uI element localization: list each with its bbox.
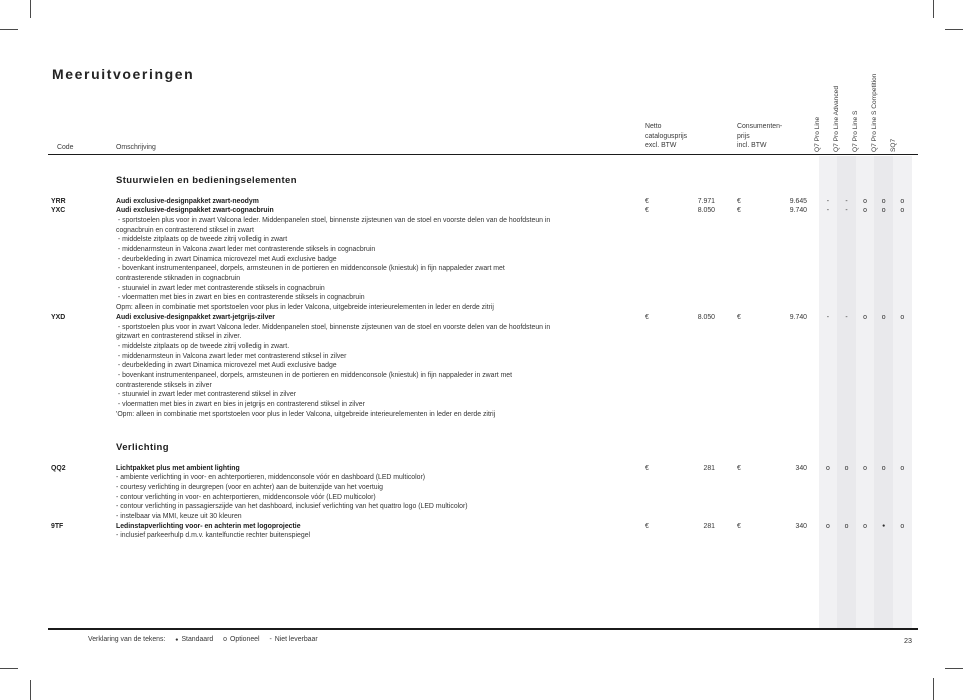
option-detail-text: - vloermatten met bies in zwart en bies en contrasterende stiksels in cognacbruin xyxy=(116,294,365,302)
option-detail-text: - middenarmsteun in Valcona zwart leder met contrasterende stiksels in cognacbruin xyxy=(116,246,376,254)
option-detail-text: cognacbruin en contrasterend stiksel in zwart xyxy=(116,226,254,234)
euro-sign: € xyxy=(645,522,649,530)
option-detail-row xyxy=(0,293,965,303)
option-detail-row xyxy=(0,381,965,391)
crop-mark-bottom-left-v xyxy=(30,680,31,700)
option-code: QQ2 xyxy=(51,464,66,472)
crop-mark-bottom-right-v xyxy=(933,678,934,700)
availability-mark: o xyxy=(825,464,830,472)
availability-mark: o xyxy=(881,197,886,205)
option-detail-row xyxy=(0,226,965,236)
option-detail-row xyxy=(0,245,965,255)
column-header-consumenten-line2: prijs xyxy=(737,132,750,140)
column-header-netto-prijs xyxy=(645,122,687,151)
option-detail-text: contrasterende stiksels in zilver xyxy=(116,381,212,389)
netto-price xyxy=(645,313,715,323)
netto-price-value: 7.971 xyxy=(697,197,715,205)
column-header-omschrijving: Omschrijving xyxy=(116,144,156,151)
optioneel-o-icon: o xyxy=(223,636,228,643)
euro-sign: € xyxy=(645,313,649,321)
option-detail-row xyxy=(0,284,965,294)
section-rows xyxy=(0,197,965,420)
availability-mark: o xyxy=(881,464,886,472)
euro-sign: € xyxy=(645,207,649,215)
option-detail-text: - contour verlichting in voor- en achterportieren, middenconsole vóór (LED multicolor) xyxy=(116,493,376,501)
option-detail-text: gitzwart en contrasterend stiksel in zilver. xyxy=(116,333,242,341)
availability-mark: o xyxy=(844,522,849,530)
option-detail-row xyxy=(0,352,965,362)
availability-mark: - xyxy=(826,207,830,215)
crop-mark-bottom-right-h xyxy=(945,668,963,669)
option-detail-text: - contour verlichting in passagierszijde van het dashboard, inclusief verlichting van het quattro logo (LED multicolor) xyxy=(116,503,468,511)
option-row xyxy=(0,464,965,474)
option-detail-row xyxy=(0,483,965,493)
column-header-consumentenprijs xyxy=(737,122,782,151)
option-detail-text: - ambiente verlichting in voor- en achterportieren, middenconsole vóór en dashboard (LED multicolor) xyxy=(116,474,426,482)
option-row xyxy=(0,522,965,532)
legend-label: Verklaring van de tekens: xyxy=(88,636,166,643)
euro-sign: € xyxy=(737,207,741,215)
option-code: YXD xyxy=(51,313,66,321)
availability-mark: o xyxy=(863,464,868,472)
option-detail-row xyxy=(0,342,965,352)
option-detail-row xyxy=(0,390,965,400)
availability-mark: o xyxy=(844,464,849,472)
consumer-price xyxy=(737,464,807,474)
option-detail-row xyxy=(0,235,965,245)
netto-price xyxy=(645,197,715,207)
euro-sign: € xyxy=(737,197,741,205)
consumer-price-value: 9.740 xyxy=(789,207,807,215)
legend-meaning-standaard: Standaard xyxy=(181,636,214,643)
availability-mark: o xyxy=(900,464,905,472)
consumer-price-value: 9.645 xyxy=(789,197,807,205)
availability-mark: - xyxy=(845,207,848,215)
euro-sign: € xyxy=(737,464,741,472)
option-title: Lichtpakket plus met ambient lighting xyxy=(116,464,240,472)
option-detail-row xyxy=(0,493,965,503)
option-detail-row xyxy=(0,274,965,284)
option-detail-text: - instelbaar via MMI, keuze uit 30 kleuren xyxy=(116,513,242,521)
option-detail-text: - middelste zitplaats op de tweede zitrij volledig in zwart. xyxy=(116,342,290,350)
column-header-q7-pro-line-s: Q7 Pro Line S xyxy=(851,110,859,152)
option-title: Audi exclusive-designpakket zwart-cognacbruin xyxy=(116,207,274,215)
option-detail-row xyxy=(0,473,965,483)
option-detail-text: - courtesy verlichting in deurgrepen (voor en achter) aan de buitenzijde van het voertuig xyxy=(116,483,383,491)
euro-sign: € xyxy=(645,197,649,205)
option-detail-row xyxy=(0,512,965,522)
table-section xyxy=(0,176,965,419)
column-header-netto-line2: catalogusprijs xyxy=(645,132,688,140)
niet-leverbaar-dash-icon: - xyxy=(269,636,272,643)
option-detail-text: - middenarmsteun in Valcona zwart leder met contrasterend stiksel in zilver xyxy=(116,352,347,360)
option-detail-text: - bovenkant instrumentenpaneel, dorpels, armsteunen in de portieren en middenconsole (kniestuk) in fijn nappaleder in zwart met xyxy=(116,371,513,379)
option-detail-text: - inclusief parkeerhulp d.m.v. kantelfunctie rechter buitenspiegel xyxy=(116,532,311,540)
availability-mark: o xyxy=(825,522,830,530)
euro-sign: € xyxy=(737,522,741,530)
option-detail-row xyxy=(0,255,965,265)
section-heading: Stuurwielen en bedieningselementen xyxy=(116,175,297,186)
option-code: YRR xyxy=(51,197,66,205)
availability-mark: ● xyxy=(882,522,886,529)
availability-mark: o xyxy=(863,207,868,215)
consumer-price xyxy=(737,522,807,532)
column-header-q7-pro-line-s-competition: Q7 Pro Line S Competition xyxy=(870,73,878,152)
option-detail-text: - deurbekleding in zwart Dinamica microvezel met Audi exclusive badge xyxy=(116,362,337,370)
availability-mark: o xyxy=(863,522,868,530)
footer-rule xyxy=(48,628,918,630)
option-detail-text: - stuurwiel in zwart leder met contrasterende stiksels in cognacbruin xyxy=(116,284,325,292)
column-header-sq7: SQ7 xyxy=(889,138,897,152)
page-title: Meeruitvoeringen xyxy=(52,66,195,82)
option-code: 9TF xyxy=(51,522,64,530)
option-title: Ledinstapverlichting voor- en achterin met logoprojectie xyxy=(116,522,301,530)
option-row xyxy=(0,206,965,216)
option-detail-text: - deurbekleding in zwart Dinamica microvezel met Audi exclusive badge xyxy=(116,255,337,263)
availability-mark: o xyxy=(881,207,886,215)
option-detail-row xyxy=(0,400,965,410)
netto-price-value: 8.050 xyxy=(697,313,715,321)
netto-price-value: 8.050 xyxy=(697,207,715,215)
availability-mark: o xyxy=(900,207,905,215)
netto-price-value: 281 xyxy=(703,464,715,472)
option-detail-row xyxy=(0,410,965,420)
availability-mark: - xyxy=(826,197,830,205)
availability-mark: o xyxy=(900,197,905,205)
section-rows xyxy=(0,464,965,542)
option-detail-text: - vloermatten met bies in zwart en bies in jetgrijs en contrasterend stiksel in zilver xyxy=(116,401,365,409)
standaard-dot-icon: ● xyxy=(175,637,179,643)
consumer-price xyxy=(737,197,807,207)
legend-item-optioneel xyxy=(223,636,259,643)
option-detail-text: - sportstoelen plus voor in zwart Valcona leder. Middenpanelen stoel, binnenste zijsteunen van de stoel en voorste delen van de hoofdsteun in xyxy=(116,216,551,224)
consumer-price-value: 340 xyxy=(795,522,807,530)
option-detail-text: - bovenkant instrumentenpaneel, dorpels, armsteunen in de portieren en middenconsole (kniestuk) in fijn nappaleder zwart met xyxy=(116,265,505,273)
availability-mark: o xyxy=(863,313,868,321)
availability-mark: - xyxy=(845,313,848,321)
option-title: Audi exclusive-designpakket zwart-neodym xyxy=(116,197,259,205)
option-row xyxy=(0,197,965,207)
column-header-q7-pro-line: Q7 Pro Line xyxy=(813,116,821,152)
option-detail-text: contrasterende stiknaden in cognacbruin xyxy=(116,275,241,283)
option-detail-row xyxy=(0,502,965,512)
crop-mark-top-right-h xyxy=(945,29,963,30)
option-detail-row xyxy=(0,264,965,274)
crop-mark-top-right-v xyxy=(933,0,934,18)
column-header-consumenten-line3: incl. BTW xyxy=(737,142,767,150)
option-detail-text: - stuurwiel in zwart leder met contrasterend stiksel in zilver xyxy=(116,391,296,399)
option-detail-row xyxy=(0,216,965,226)
legend-item-niet-leverbaar xyxy=(269,636,317,643)
crop-mark-top-left-v xyxy=(30,0,31,18)
availability-mark: - xyxy=(845,197,848,205)
option-detail-text: 'Opm: alleen in combinatie met sportstoelen voor plus in leder Valcona, uitgebreide interieurelementen in leder en derde zitrij xyxy=(116,410,496,418)
euro-sign: € xyxy=(645,464,649,472)
option-detail-text: - sportstoelen plus voor in zwart Valcona leder. Middenpanelen stoel, binnenste zijsteunen van de stoel en voorste delen van de hoofdsteun in xyxy=(116,323,551,331)
consumer-price-value: 9.740 xyxy=(789,313,807,321)
column-header-netto-line1: Netto xyxy=(645,123,662,130)
netto-price-value: 281 xyxy=(703,522,715,530)
euro-sign: € xyxy=(737,313,741,321)
availability-mark: o xyxy=(863,197,868,205)
column-header-consumenten-line1: Consumenten- xyxy=(737,123,783,130)
availability-mark: - xyxy=(826,313,830,321)
column-header-q7-pro-line-advanced: Q7 Pro Line Advanced xyxy=(832,86,840,152)
availability-mark: o xyxy=(900,313,905,321)
crop-mark-top-left-h xyxy=(0,29,18,30)
legend-item-standaard xyxy=(175,636,213,643)
availability-mark: o xyxy=(900,522,905,530)
netto-price xyxy=(645,522,715,532)
option-detail-text: Opm: alleen in combinatie met sportstoelen voor plus in leder Valcona, uitgebreide interieurelementen in leder en derde zitrij xyxy=(116,304,494,312)
crop-mark-bottom-left-h xyxy=(0,668,18,669)
legend xyxy=(88,636,318,643)
table-header-rule xyxy=(48,154,918,155)
option-row xyxy=(0,313,965,323)
option-detail-row xyxy=(0,323,965,333)
netto-price xyxy=(645,206,715,216)
section-heading: Verlichting xyxy=(116,442,169,453)
column-header-code: Code xyxy=(57,144,74,151)
option-detail-text: - middelste zitplaats op de tweede zitrij volledig in zwart xyxy=(116,236,288,244)
consumer-price xyxy=(737,313,807,323)
availability-mark: o xyxy=(881,313,886,321)
legend-meaning-niet-leverbaar: Niet leverbaar xyxy=(274,636,318,643)
option-code: YXC xyxy=(51,207,66,215)
legend-meaning-optioneel: Optioneel xyxy=(230,636,260,643)
consumer-price-value: 340 xyxy=(795,464,807,472)
option-detail-row xyxy=(0,332,965,342)
column-header-netto-line3: excl. BTW xyxy=(645,142,677,150)
option-detail-row xyxy=(0,531,965,541)
option-detail-row xyxy=(0,303,965,313)
table-section xyxy=(0,443,965,541)
option-detail-row xyxy=(0,361,965,371)
consumer-price xyxy=(737,206,807,216)
option-detail-row xyxy=(0,371,965,381)
option-title: Audi exclusive-designpakket zwart-jetgrijs-zilver xyxy=(116,313,275,321)
page-number: 23 xyxy=(904,636,912,645)
netto-price xyxy=(645,464,715,474)
